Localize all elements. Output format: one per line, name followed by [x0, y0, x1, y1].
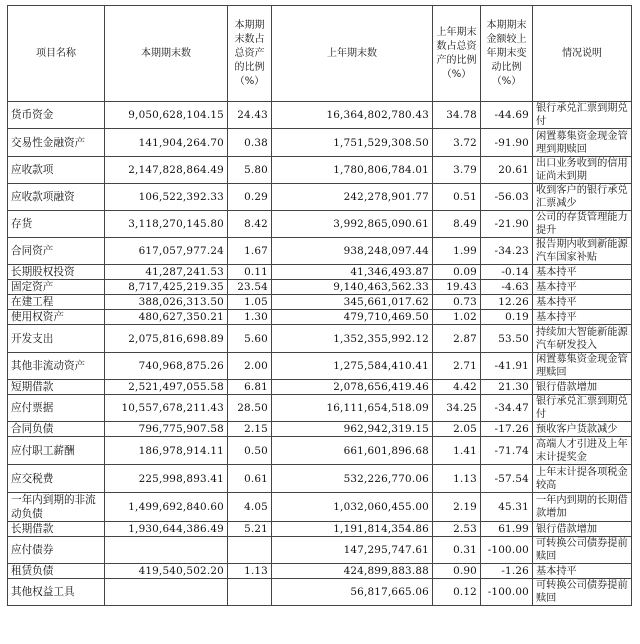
table-body: [8, 102, 632, 606]
cell-item-name: 长期股权投资: [8, 265, 105, 280]
cell-prior-ratio: 2.71: [433, 353, 481, 380]
cell-current-ratio: 0.50: [228, 437, 272, 465]
cell-prior-amount: 1,352,355,992.12: [272, 325, 433, 353]
cell-note: 闲置募集资金现金管理赎回: [533, 353, 632, 380]
cell-current-amount: 141,904,264.70: [105, 129, 228, 157]
cell-item-name: 交易性金融资产: [8, 129, 105, 157]
cell-change-ratio: 21.30: [481, 380, 533, 395]
balance-sheet-table: [7, 5, 632, 606]
cell-prior-ratio: 0.73: [433, 295, 481, 310]
cell-prior-amount: 147,295,747.61: [272, 537, 433, 564]
cell-current-ratio: 8.42: [228, 211, 272, 238]
cell-prior-amount: 1,780,806,784.01: [272, 157, 433, 184]
cell-note: 报告期内收到新能源汽车国家补贴: [533, 238, 632, 265]
cell-change-ratio: -71.74: [481, 437, 533, 465]
cell-prior-ratio: 34.78: [433, 102, 481, 129]
cell-prior-ratio: 0.12: [433, 579, 481, 606]
cell-current-ratio: 2.00: [228, 353, 272, 380]
cell-note: 公司的存货管理能力提升: [533, 211, 632, 238]
cell-current-amount: 2,521,497,055.58: [105, 380, 228, 395]
cell-item-name: 使用权资产: [8, 310, 105, 325]
cell-change-ratio: -57.54: [481, 465, 533, 493]
cell-item-name: 其他权益工具: [8, 579, 105, 606]
cell-prior-amount: 479,710,469.50: [272, 310, 433, 325]
cell-change-ratio: 0.19: [481, 310, 533, 325]
cell-prior-ratio: 2.87: [433, 325, 481, 353]
table-row: [8, 238, 632, 265]
table-row: [8, 522, 632, 537]
cell-change-ratio: -0.14: [481, 265, 533, 280]
cell-note: 收到客户的银行承兑汇票减少: [533, 184, 632, 211]
cell-current-amount: 2,147,828,864.49: [105, 157, 228, 184]
cell-note: 可转换公司债券提前赎回: [533, 537, 632, 564]
cell-note: 可转换公司债券提前赎回: [533, 579, 632, 606]
cell-current-amount: 2,075,816,698.89: [105, 325, 228, 353]
cell-change-ratio: 20.61: [481, 157, 533, 184]
cell-current-amount: 10,557,678,211.43: [105, 395, 228, 422]
table-row: [8, 102, 632, 129]
cell-note: 银行承兑汇票到期兑付: [533, 395, 632, 422]
cell-change-ratio: -17.26: [481, 422, 533, 437]
cell-note: 基本持平: [533, 564, 632, 579]
cell-change-ratio: -56.03: [481, 184, 533, 211]
cell-item-name: 长期借款: [8, 522, 105, 537]
cell-item-name: 合同资产: [8, 238, 105, 265]
cell-item-name: 应交税费: [8, 465, 105, 493]
cell-item-name: 货币资金: [8, 102, 105, 129]
cell-change-ratio: -100.00: [481, 579, 533, 606]
cell-prior-amount: 1,275,584,410.41: [272, 353, 433, 380]
cell-current-amount: 9,050,628,104.15: [105, 102, 228, 129]
cell-note: 一年内到期的长期借款增加: [533, 493, 632, 522]
cell-current-ratio: 5.21: [228, 522, 272, 537]
cell-current-amount: [105, 537, 228, 564]
header-prior-amount: 上年期末数: [272, 6, 433, 102]
table-row: [8, 395, 632, 422]
table-row: [8, 579, 632, 606]
cell-prior-ratio: 2.53: [433, 522, 481, 537]
cell-prior-ratio: 3.79: [433, 157, 481, 184]
cell-prior-amount: 41,346,493.87: [272, 265, 433, 280]
table-row: [8, 129, 632, 157]
cell-prior-ratio: 1.41: [433, 437, 481, 465]
cell-change-ratio: 12.26: [481, 295, 533, 310]
cell-current-ratio: 2.15: [228, 422, 272, 437]
cell-note: 高端人才引进及上年末计提奖金: [533, 437, 632, 465]
table-row: [8, 437, 632, 465]
cell-prior-amount: 16,364,802,780.43: [272, 102, 433, 129]
cell-prior-ratio: 4.42: [433, 380, 481, 395]
table-row: [8, 184, 632, 211]
cell-note: 银行借款增加: [533, 522, 632, 537]
cell-prior-ratio: 0.31: [433, 537, 481, 564]
table-row: [8, 265, 632, 280]
cell-prior-ratio: 1.99: [433, 238, 481, 265]
cell-current-amount: 225,998,893.41: [105, 465, 228, 493]
cell-current-ratio: 24.43: [228, 102, 272, 129]
cell-prior-ratio: 34.25: [433, 395, 481, 422]
cell-note: 基本持平: [533, 310, 632, 325]
cell-item-name: 固定资产: [8, 280, 105, 295]
cell-prior-ratio: 0.09: [433, 265, 481, 280]
cell-change-ratio: -4.63: [481, 280, 533, 295]
cell-prior-amount: 242,278,901.77: [272, 184, 433, 211]
table-header-row: [8, 6, 632, 102]
cell-current-ratio: 0.11: [228, 265, 272, 280]
cell-note: 闲置募集资金现金管理到期赎回: [533, 129, 632, 157]
cell-change-ratio: 53.50: [481, 325, 533, 353]
cell-current-amount: [105, 579, 228, 606]
cell-change-ratio: 61.99: [481, 522, 533, 537]
cell-change-ratio: -34.47: [481, 395, 533, 422]
cell-current-ratio: [228, 537, 272, 564]
cell-prior-ratio: 1.02: [433, 310, 481, 325]
cell-change-ratio: -44.69: [481, 102, 533, 129]
cell-item-name: 应收款项: [8, 157, 105, 184]
cell-prior-ratio: 0.90: [433, 564, 481, 579]
cell-current-amount: 796,775,907.58: [105, 422, 228, 437]
cell-current-amount: 419,540,502.20: [105, 564, 228, 579]
header-change-ratio: 本期期末金额较上年期末变动比例（%）: [481, 6, 533, 102]
cell-item-name: 应付职工薪酬: [8, 437, 105, 465]
cell-item-name: 应付债券: [8, 537, 105, 564]
cell-prior-amount: 962,942,319.15: [272, 422, 433, 437]
cell-prior-amount: 938,248,097.44: [272, 238, 433, 265]
cell-current-ratio: 6.81: [228, 380, 272, 395]
cell-note: 出口业务收到的信用证尚未到期: [533, 157, 632, 184]
cell-prior-ratio: 2.19: [433, 493, 481, 522]
cell-item-name: 开发支出: [8, 325, 105, 353]
cell-change-ratio: -21.90: [481, 211, 533, 238]
cell-current-ratio: 23.54: [228, 280, 272, 295]
table-row: [8, 493, 632, 522]
cell-item-name: 应付票据: [8, 395, 105, 422]
cell-current-amount: 186,978,914.11: [105, 437, 228, 465]
cell-current-ratio: 28.50: [228, 395, 272, 422]
cell-prior-amount: 345,661,017.62: [272, 295, 433, 310]
cell-prior-amount: 56,817,665.06: [272, 579, 433, 606]
cell-current-amount: 1,499,692,840.60: [105, 493, 228, 522]
cell-prior-amount: 1,191,814,354.86: [272, 522, 433, 537]
cell-current-amount: 41,287,241.53: [105, 265, 228, 280]
cell-prior-ratio: 8.49: [433, 211, 481, 238]
cell-prior-ratio: 19.43: [433, 280, 481, 295]
cell-current-amount: 106,522,392.33: [105, 184, 228, 211]
cell-prior-amount: 424,899,883.88: [272, 564, 433, 579]
cell-note: 上年末计提各项税金较高: [533, 465, 632, 493]
cell-change-ratio: -100.00: [481, 537, 533, 564]
cell-current-ratio: 0.61: [228, 465, 272, 493]
header-note: 情况说明: [533, 6, 632, 102]
header-prior-ratio: 上年期末数占总资产的比例（%）: [433, 6, 481, 102]
cell-prior-ratio: 1.13: [433, 465, 481, 493]
cell-prior-amount: 3,992,865,090.61: [272, 211, 433, 238]
cell-current-ratio: 1.30: [228, 310, 272, 325]
cell-current-amount: 388,026,313.50: [105, 295, 228, 310]
cell-prior-ratio: 2.05: [433, 422, 481, 437]
table-row: [8, 295, 632, 310]
cell-change-ratio: -1.26: [481, 564, 533, 579]
cell-item-name: 其他非流动资产: [8, 353, 105, 380]
cell-change-ratio: -91.90: [481, 129, 533, 157]
header-current-amount: 本期期末数: [105, 6, 228, 102]
cell-current-amount: 8,717,425,219.35: [105, 280, 228, 295]
cell-item-name: 合同负债: [8, 422, 105, 437]
table-row: [8, 353, 632, 380]
cell-note: 银行借款增加: [533, 380, 632, 395]
cell-note: 基本持平: [533, 265, 632, 280]
cell-prior-amount: 661,601,896.68: [272, 437, 433, 465]
table-row: [8, 310, 632, 325]
cell-prior-ratio: 3.72: [433, 129, 481, 157]
cell-note: 持续加大智能新能源汽车研发投入: [533, 325, 632, 353]
cell-prior-amount: 532,226,770.06: [272, 465, 433, 493]
table-row: [8, 422, 632, 437]
cell-current-ratio: 0.38: [228, 129, 272, 157]
cell-note: 银行承兑汇票到期兑付: [533, 102, 632, 129]
cell-current-amount: 740,968,875.26: [105, 353, 228, 380]
cell-current-ratio: 0.29: [228, 184, 272, 211]
cell-item-name: 存货: [8, 211, 105, 238]
cell-note: 基本持平: [533, 295, 632, 310]
cell-note: 预收客户货款减少: [533, 422, 632, 437]
cell-current-ratio: [228, 579, 272, 606]
cell-current-ratio: 5.60: [228, 325, 272, 353]
cell-item-name: 一年内到期的非流动负债: [8, 493, 105, 522]
cell-prior-amount: 1,751,529,308.50: [272, 129, 433, 157]
cell-current-ratio: 5.80: [228, 157, 272, 184]
cell-item-name: 在建工程: [8, 295, 105, 310]
cell-prior-amount: 9,140,463,562.33: [272, 280, 433, 295]
table-row: [8, 157, 632, 184]
cell-prior-amount: 1,032,060,455.00: [272, 493, 433, 522]
table-row: [8, 537, 632, 564]
table-row: [8, 564, 632, 579]
table-row: [8, 325, 632, 353]
cell-current-amount: 617,057,977.24: [105, 238, 228, 265]
table-row: [8, 380, 632, 395]
cell-item-name: 租赁负债: [8, 564, 105, 579]
cell-item-name: 短期借款: [8, 380, 105, 395]
cell-current-ratio: 1.05: [228, 295, 272, 310]
table-row: [8, 211, 632, 238]
cell-item-name: 应收款项融资: [8, 184, 105, 211]
cell-current-ratio: 1.67: [228, 238, 272, 265]
cell-prior-amount: 16,111,654,518.09: [272, 395, 433, 422]
cell-current-ratio: 4.05: [228, 493, 272, 522]
cell-prior-ratio: 0.51: [433, 184, 481, 211]
cell-current-ratio: 1.13: [228, 564, 272, 579]
cell-prior-amount: 2,078,656,419.46: [272, 380, 433, 395]
header-current-ratio: 本期期末数占总资产的比例（%）: [228, 6, 272, 102]
table-row: [8, 465, 632, 493]
cell-change-ratio: 45.31: [481, 493, 533, 522]
cell-current-amount: 1,930,644,386.49: [105, 522, 228, 537]
cell-current-amount: 3,118,270,145.80: [105, 211, 228, 238]
cell-change-ratio: -41.91: [481, 353, 533, 380]
cell-change-ratio: -34.23: [481, 238, 533, 265]
header-item-name: 项目名称: [8, 6, 105, 102]
cell-current-amount: 480,627,350.21: [105, 310, 228, 325]
cell-note: 基本持平: [533, 280, 632, 295]
table-row: [8, 280, 632, 295]
